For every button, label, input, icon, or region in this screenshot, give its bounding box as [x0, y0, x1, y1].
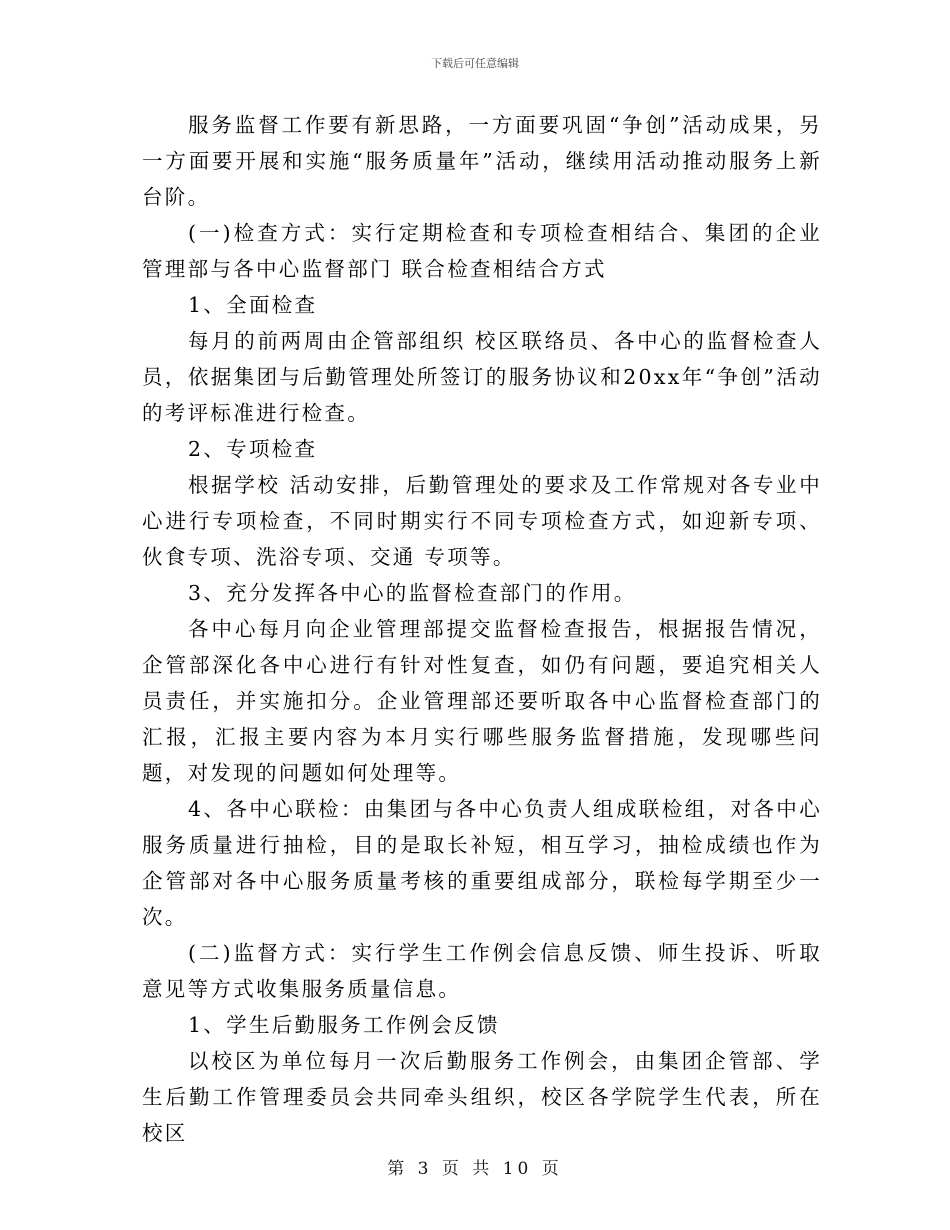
paragraph-center-supervision: 各中心每月向企业管理部提交监督检查报告，根据报告情况，企管部深化各中心进行有针对性复查，如仍有问题，要追究相关人员责任，并实施扣分。企业管理部还要听取各中心监督检查部门的汇报，汇报主要内容为本月实行哪些服务监督措施，发现哪些问题，对发现的问题如何处理等。 — [142, 617, 822, 785]
item-heading-center-supervision: 3、充分发挥各中心的监督检查部门的作用。 — [188, 581, 637, 605]
document-body — [142, 107, 822, 1151]
section-heading-inspection-method: (一)检查方式：实行定期检查和专项检查相结合、集团的企业管理部与各中心监督部门 联合检查相结合方式 — [142, 221, 822, 281]
page-number-footer: 第 3 页 共 10 页 — [387, 1159, 563, 1179]
paragraph-comprehensive-inspection: 每月的前两周由企管部组织 校区联络员、各中心的监督检查人员，依据集团与后勤管理处所签订的服务协议和20xx年“争创”活动的考评标准进行检查。 — [142, 329, 822, 425]
item-heading-special-inspection: 2、专项检查 — [188, 437, 318, 461]
paragraph-special-inspection: 根据学校 活动安排，后勤管理处的要求及工作常规对各专业中心进行专项检查，不同时期实行不同专项检查方式，如迎新专项、伙食专项、洗浴专项、交通 专项等。 — [142, 473, 822, 569]
paragraph-student-meeting: 以校区为单位每月一次后勤服务工作例会，由集团企管部、学生后勤工作管理委员会共同牵头组织，校区各学院学生代表，所在校区 — [142, 1049, 822, 1145]
paragraph-intro: 服务监督工作要有新思路，一方面要巩固“争创”活动成果，另一方面要开展和实施“服务质量年”活动，继续用活动推动服务上新台阶。 — [142, 113, 822, 209]
paragraph-joint-inspection: 4、各中心联检：由集团与各中心负责人组成联检组，对各中心服务质量进行抽检，目的是取长补短，相互学习，抽检成绩也作为企管部对各中心服务质量考核的重要组成部分，联检每学期至少一次。 — [142, 797, 822, 929]
page-header: 下载后可任意编辑 — [431, 57, 519, 70]
item-heading-student-meeting: 1、学生后勤服务工作例会反馈 — [188, 1013, 500, 1037]
section-heading-supervision-method: (二)监督方式：实行学生工作例会信息反馈、师生投诉、听取意见等方式收集服务质量信息。 — [142, 941, 822, 1001]
item-heading-comprehensive-inspection: 1、全面检查 — [188, 293, 318, 317]
